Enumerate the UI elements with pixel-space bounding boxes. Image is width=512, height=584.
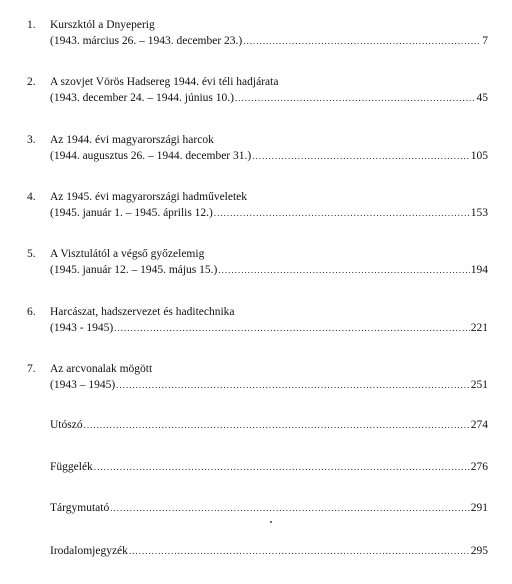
dot-leader [214, 206, 470, 221]
back-matter-line [50, 418, 488, 433]
chapter-date-line [50, 34, 488, 49]
chapter-dates: (1943 - 1945) [50, 322, 114, 334]
dot-leader [252, 149, 470, 164]
back-matter-line [50, 460, 488, 475]
chapter-date-line [50, 263, 488, 278]
back-matter-title: Utószó [50, 419, 83, 431]
back-matter-line [50, 544, 488, 559]
chapter-number: 5. [27, 248, 36, 260]
page-number: 251 [470, 379, 488, 391]
chapter-number: 2. [27, 76, 36, 88]
dot-leader [129, 544, 470, 559]
dot-leader [116, 378, 470, 393]
page-number: 153 [470, 207, 488, 219]
dot-leader [235, 91, 476, 106]
page-number: 105 [470, 150, 488, 162]
chapter-title: Harcászat, hadszervezet és haditechnika [50, 306, 235, 318]
dot-leader [218, 263, 469, 278]
chapter-title: A szovjet Vörös Hadsereg 1944. évi téli hadjárata [50, 76, 279, 88]
dot-leader [114, 321, 470, 336]
dot-leader [94, 460, 470, 475]
chapter-number: 4. [27, 191, 36, 203]
chapter-dates: (1943. március 26. – 1943. december 23.) [50, 35, 243, 47]
page-number: 274 [470, 419, 488, 431]
page-number: 221 [470, 322, 488, 334]
chapter-dates: (1945. január 12. – 1945. május 15.) [50, 264, 218, 276]
chapter-date-line [50, 149, 488, 164]
chapter-number: 7. [27, 363, 36, 375]
page-number: 276 [470, 461, 488, 473]
chapter-number: 3. [27, 134, 36, 146]
page-number: 291 [470, 502, 488, 514]
chapter-dates: (1943 – 1945) [50, 379, 116, 391]
chapter-title: A Visztulától a végső győzelemig [50, 248, 205, 260]
back-matter-title: Függelék [50, 461, 93, 473]
chapter-title: Az 1945. évi magyarországi hadműveletek [50, 191, 248, 203]
chapter-dates: (1944. augusztus 26. – 1944. december 31.) [50, 150, 252, 162]
dot-leader [84, 418, 470, 433]
chapter-dates: (1945. január 1. – 1945. április 12.) [50, 207, 213, 219]
chapter-title: Kurszktól a Dnyeperig [50, 19, 155, 31]
chapter-title: Az arcvonalak mögött [50, 363, 153, 375]
chapter-title: Az 1944. évi magyarországi harcok [50, 134, 214, 146]
back-matter-title: Tárgymutató [50, 502, 110, 514]
page-number: 295 [470, 545, 488, 557]
chapter-number: 1. [27, 19, 36, 31]
chapter-date-line [50, 206, 488, 221]
chapter-dates: (1943. december 24. – 1944. június 10.) [50, 92, 234, 104]
chapter-date-line [50, 91, 488, 106]
chapter-date-line [50, 378, 488, 393]
page-number: 45 [476, 92, 488, 104]
stray-dot [270, 521, 272, 523]
page-number: 194 [470, 264, 488, 276]
chapter-date-line [50, 321, 488, 336]
dot-leader [110, 501, 470, 516]
chapter-number: 6. [27, 306, 36, 318]
back-matter-title: Irodalomjegyzék [50, 545, 128, 557]
back-matter-line [50, 501, 488, 516]
dot-leader [243, 34, 481, 49]
page-number: 7 [482, 35, 488, 47]
